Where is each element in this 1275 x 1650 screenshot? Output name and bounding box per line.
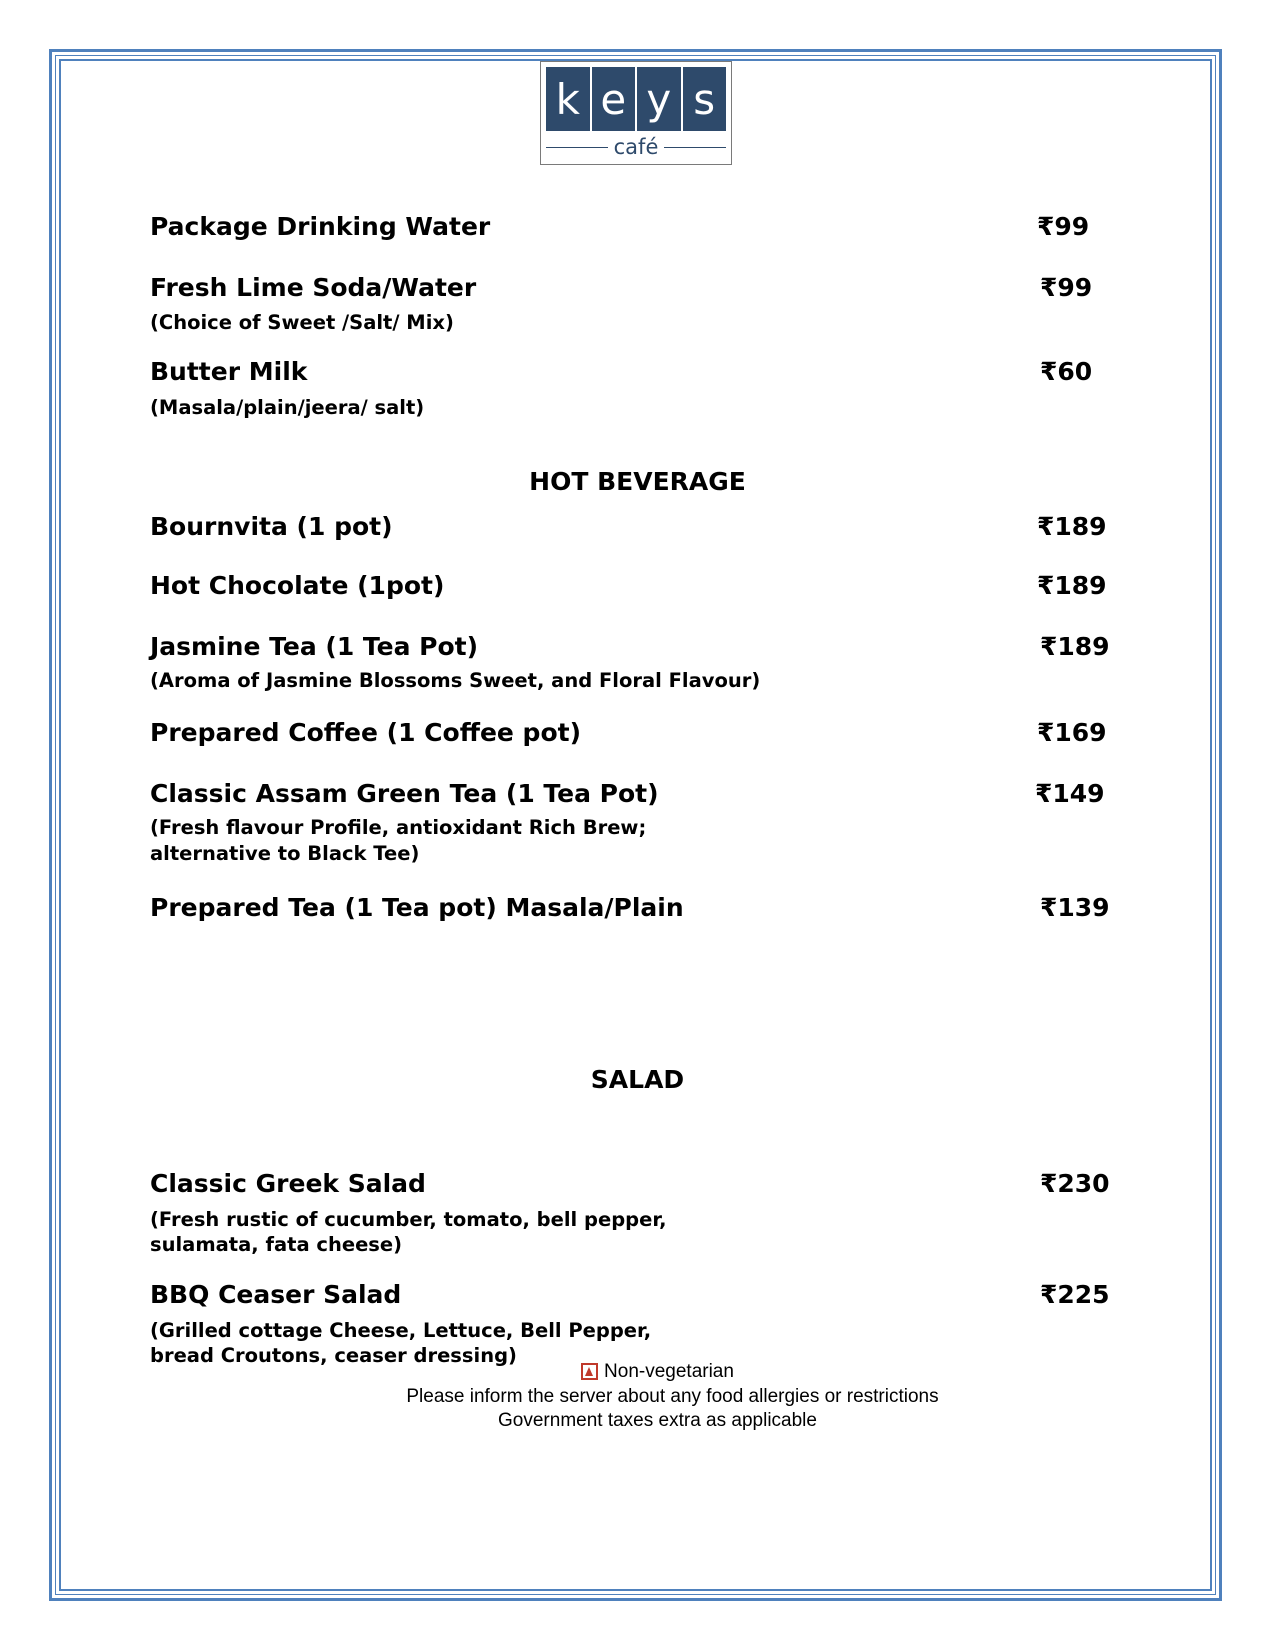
item-price: ₹99 [1037, 212, 1090, 241]
item-price: ₹230 [1040, 1169, 1110, 1198]
item-name: Jasmine Tea (1 Tea Pot) [150, 632, 479, 661]
non-veg-icon [581, 1363, 598, 1380]
item-name: Prepared Coffee (1 Coffee pot) [150, 718, 582, 747]
item-name: Package Drinking Water [150, 212, 491, 241]
item-name: BBQ Ceaser Salad [150, 1280, 402, 1309]
item-name: Classic Assam Green Tea (1 Tea Pot) [150, 779, 659, 808]
logo-subtitle-row [546, 134, 726, 160]
tax-note: Government taxes extra as applicable [498, 1410, 817, 1431]
item-price: ₹149 [1035, 779, 1105, 808]
non-veg-legend-label: Non-vegetarian [604, 1361, 734, 1382]
logo-letters [546, 67, 726, 131]
logo-rule-right [664, 147, 726, 148]
keys-cafe-logo [540, 61, 732, 165]
item-description: (Choice of Sweet /Salt/ Mix) [150, 311, 454, 334]
item-name: Hot Chocolate (1pot) [150, 571, 445, 600]
item-name: Classic Greek Salad [150, 1169, 426, 1198]
item-description: (Grilled cottage Cheese, Lettuce, Bell Pepper, [150, 1319, 652, 1342]
item-description: (Fresh flavour Profile, antioxidant Rich Brew; [150, 816, 647, 839]
logo-letter-s: s [683, 67, 727, 131]
item-description: sulamata, fata cheese) [150, 1233, 403, 1256]
item-price: ₹169 [1037, 718, 1107, 747]
item-description: alternative to Black Tee) [150, 842, 420, 865]
logo-letter-e: e [592, 67, 636, 131]
logo-letter-k: k [546, 67, 590, 131]
item-price: ₹225 [1040, 1280, 1110, 1309]
item-price: ₹99 [1040, 273, 1093, 302]
item-description: (Aroma of Jasmine Blossoms Sweet, and Floral Flavour) [150, 669, 761, 692]
item-name: Prepared Tea (1 Tea pot) Masala/Plain [150, 893, 684, 922]
logo-subtitle: café [613, 135, 659, 159]
section-heading-salad: SALAD [590, 1065, 685, 1094]
item-price: ₹189 [1037, 512, 1107, 541]
item-name: Bournvita (1 pot) [150, 512, 393, 541]
section-heading-hot-beverage: HOT BEVERAGE [529, 467, 746, 496]
allergy-note: Please inform the server about any food allergies or restrictions [406, 1386, 939, 1407]
logo-letter-y: y [637, 67, 681, 131]
item-price: ₹189 [1037, 571, 1107, 600]
item-name: Butter Milk [150, 357, 308, 386]
item-description: (Fresh rustic of cucumber, tomato, bell pepper, [150, 1208, 667, 1231]
non-veg-legend [0, 1361, 1275, 1383]
logo-rule-left [546, 147, 608, 148]
item-price: ₹189 [1040, 632, 1110, 661]
item-price: ₹139 [1040, 893, 1110, 922]
item-price: ₹60 [1040, 357, 1093, 386]
item-description: (Masala/plain/jeera/ salt) [150, 396, 425, 419]
item-description: bread Croutons, ceaser dressing) [150, 1344, 517, 1367]
item-name: Fresh Lime Soda/Water [150, 273, 477, 302]
